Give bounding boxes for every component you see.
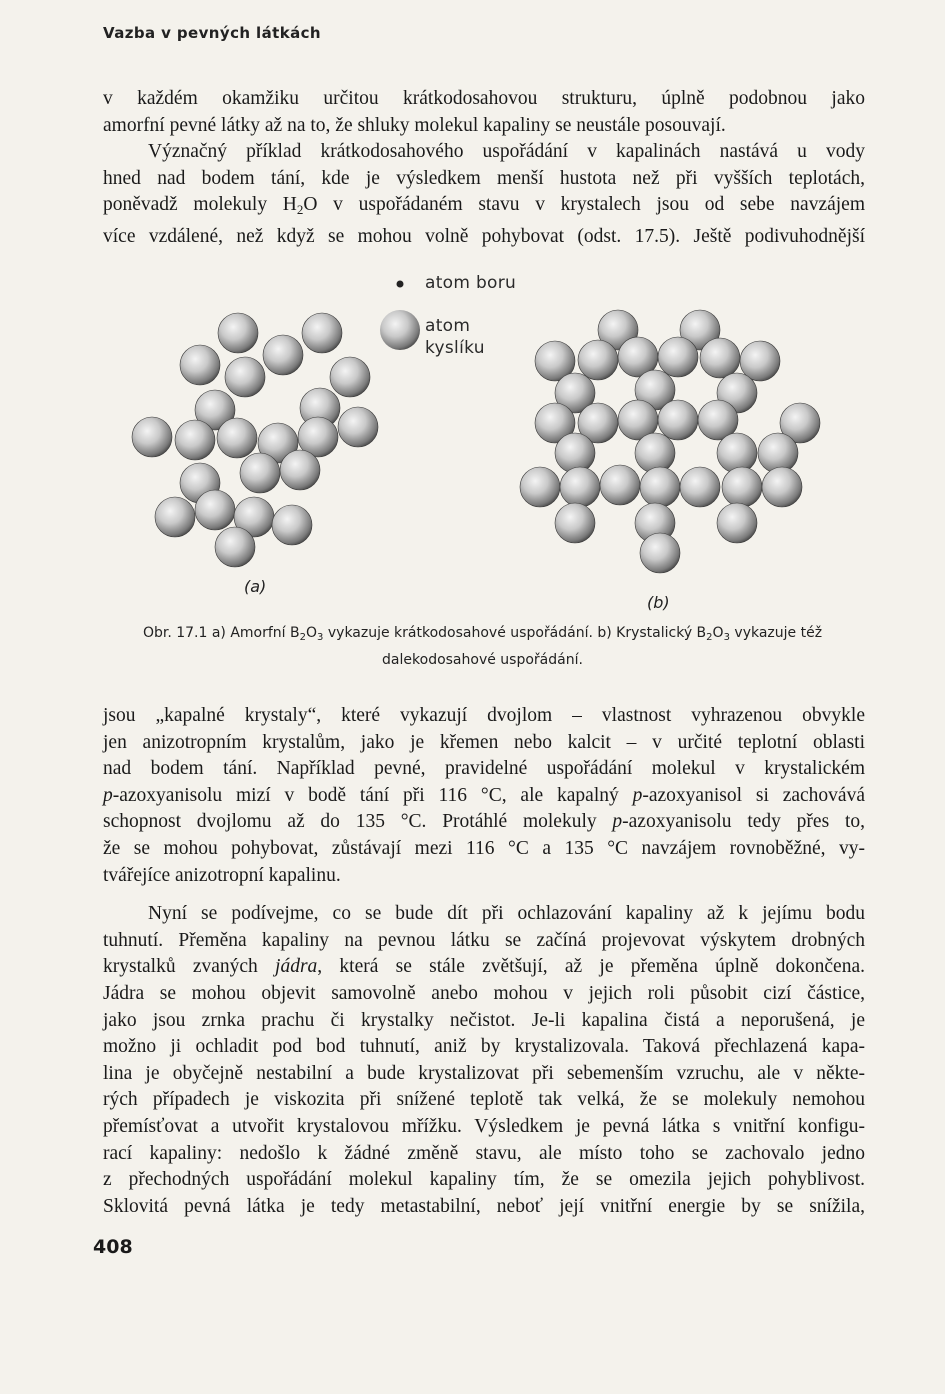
caption-fragment: vykazuje též (729, 625, 823, 641)
oxygen-atom-sphere (658, 337, 698, 377)
text-line: rých případech je viskozita při snížené teplotě tak velká, že se molekuly nemohou (103, 1089, 865, 1111)
text-line: Sklovitá pevná látka je tedy metastabilní, neboť její vnitřní energie by se snížila, (103, 1195, 865, 1217)
oxygen-atom-sphere (217, 418, 257, 458)
text-fragment: krystalků zvaných (103, 956, 276, 978)
text-line: možno ji ochladit pod bod tuhnutí, aniž by krystalizovala. Taková přechlazená kapa- (103, 1036, 865, 1058)
oxygen-atom-sphere (520, 467, 560, 507)
caption-fragment: vykazuje krátkodosahové uspořádání. b) Krystalický B (323, 625, 707, 641)
caption-line: dalekodosahové uspořádání. (382, 652, 583, 668)
text-line (103, 809, 865, 836)
text-line (103, 954, 865, 981)
text-line: hned nad bodem tání, kde je výsledkem menší hustota než při vyšších teplotách, (103, 167, 865, 189)
oxygen-atom-sphere (578, 340, 618, 380)
oxygen-atom-sphere (555, 433, 595, 473)
figure-17-1 (0, 265, 945, 615)
text-fragment: -azoxyanisol si zachovává (642, 784, 865, 806)
oxygen-atom-sphere (700, 338, 740, 378)
italic-term: jádra (275, 956, 318, 978)
oxygen-atom-sphere (680, 467, 720, 507)
text-line: tuhnutí. Přeměna kapaliny na pevnou látku se začíná projevovat výskytem drobných (103, 929, 865, 951)
subscript: 2 (296, 202, 304, 218)
paragraph-solidification (103, 901, 865, 1220)
oxygen-atom-sphere (658, 400, 698, 440)
text-fragment: schopnost dvojlomu až do 135 °C. Protáhlé molekuly (103, 811, 613, 833)
legend-oxygen-line: atom (425, 316, 471, 336)
text-line: lina je obyčejně nestabilní a bude krystalizovat při sebemenším vzruchu, ale v někte- (103, 1062, 865, 1084)
oxygen-atom-sphere (722, 467, 762, 507)
text-line: tvářejíce anizotropní kapalinu. (103, 864, 341, 886)
text-line: rací kapaliny: nedošlo k žádné změně stavu, ale místo toho se zachovalo jedno (103, 1142, 865, 1164)
text-line: jsou „kapalné krystaly“, které vykazují dvojlom – vlastnost vyhrazenou obvykle (103, 705, 865, 726)
boron-atom-legend-dot (397, 281, 404, 288)
panel-b-crystalline (520, 310, 820, 573)
legend-oxygen-label (425, 315, 485, 359)
text-line: nad bodem tání. Například pevné, pravidelné uspořádání molekul v krystalickém (103, 758, 865, 780)
paragraph-continuation (103, 86, 865, 139)
oxygen-atom-sphere (225, 357, 265, 397)
oxygen-atom-sphere (717, 503, 757, 543)
subscript: 3 (317, 632, 324, 643)
oxygen-atom-sphere (195, 490, 235, 530)
figure-caption (100, 622, 865, 671)
paragraph-water-example (103, 139, 865, 250)
top-text-block (103, 86, 865, 251)
oxygen-atom-sphere (762, 467, 802, 507)
bottom-text-block (103, 703, 865, 1220)
oxygen-atom-sphere (555, 503, 595, 543)
text-line: že se mohou pohybovat, zůstávají mezi 116 °C a 135 °C navzájem rovnoběžné, vy- (103, 837, 865, 859)
legend-boron-label: atom boru (425, 273, 517, 293)
panel-a-label: (a) (244, 577, 267, 596)
subscript: 2 (706, 632, 713, 643)
text-line: jako jsou zrnka prachu či krystalky nečistot. Je-li kapalina čistá a neporušená, je (103, 1009, 865, 1031)
text-line: více vzdálené, než když se mohou volně pohybovat (odst. 17.5). Ještě podivuhodnější (103, 225, 865, 247)
caption-fragment: O (306, 625, 318, 641)
text-fragment: O v uspořádaném stavu v krystalech jsou od sebe navzájem (303, 194, 865, 216)
caption-line (100, 622, 865, 649)
oxygen-atom-sphere (758, 433, 798, 473)
oxygen-atom-sphere (263, 335, 303, 375)
legend-oxygen-line: kyslíku (425, 338, 485, 358)
oxygen-atom-sphere (280, 450, 320, 490)
italic-p: p (612, 811, 623, 833)
oxygen-atom-sphere (338, 407, 378, 447)
text-line: z přechodných uspořádání molekul kapaliny tím, že se omezila jejich pohyblivost. (103, 1169, 865, 1191)
text-fragment: -azoxyanisolu mizí v bodě tání při 116 °C, ale kapalný (112, 784, 633, 806)
text-line: přemísťovat a utvořit krystalovou mřížku. Výsledkem je pevná látka s vnitřní konfigu- (103, 1115, 865, 1137)
paragraph-liquid-crystals (103, 703, 865, 889)
oxygen-atom-sphere (180, 345, 220, 385)
text-line: jen anizotropním krystalům, jako je křemen nebo kalcit – v určité teplotní oblasti (103, 731, 865, 753)
text-fragment: poněvadž molekuly H (103, 194, 297, 216)
italic-p: p (632, 784, 643, 806)
subscript: 3 (723, 632, 730, 643)
text-line (103, 192, 865, 224)
oxygen-atom-sphere (240, 453, 280, 493)
text-line: Nyní se podívejme, co se bude dít při ochlazování kapaliny až k jejímu bodu (148, 903, 865, 925)
oxygen-atom-sphere (717, 433, 757, 473)
oxygen-atom-sphere (155, 497, 195, 537)
oxygen-atom-sphere (272, 505, 312, 545)
text-line: amorfní pevné látky až na to, že shluky molekul kapaliny se neustále posouvají. (103, 114, 726, 136)
legend-markers (380, 281, 420, 351)
oxygen-atom-sphere (640, 533, 680, 573)
oxygen-atom-sphere (330, 357, 370, 397)
page-number: 408 (93, 1236, 133, 1258)
running-head-title: Vazba v pevných látkách (103, 24, 321, 42)
oxygen-atom-sphere (302, 313, 342, 353)
caption-fragment: Obr. 17.1 a) Amorfní B (142, 625, 300, 641)
oxygen-atom-sphere (600, 465, 640, 505)
oxygen-atom-sphere (175, 420, 215, 460)
oxygen-atom-legend-sphere (380, 310, 420, 350)
italic-p: p (103, 784, 113, 806)
text-line: Jádra se mohou objevit samovolně anebo mohou v jejich roli působit cizí částice, (103, 982, 865, 1004)
oxygen-atom-sphere (635, 433, 675, 473)
oxygen-atom-sphere (132, 417, 172, 457)
text-fragment: , která se stále zvětšují, až je přeměna úplně dokončena. (317, 956, 865, 978)
text-line: v každém okamžiku určitou krátkodosahovou strukturu, úplně podobnou jako (103, 88, 865, 109)
panel-a-amorphous (132, 313, 378, 567)
subscript: 2 (299, 632, 307, 643)
oxygen-atom-sphere (640, 467, 680, 507)
oxygen-atom-sphere (560, 467, 600, 507)
text-line (103, 783, 865, 810)
oxygen-atom-sphere (215, 527, 255, 567)
oxygen-atom-sphere (218, 313, 258, 353)
text-fragment: -azoxyanisolu tedy přes to, (622, 811, 865, 833)
panel-b-label: (b) (647, 593, 670, 612)
text-line: Význačný příklad krátkodosahového uspořádání v kapalinách nastává u vody (148, 141, 865, 163)
caption-fragment: O (712, 625, 724, 641)
